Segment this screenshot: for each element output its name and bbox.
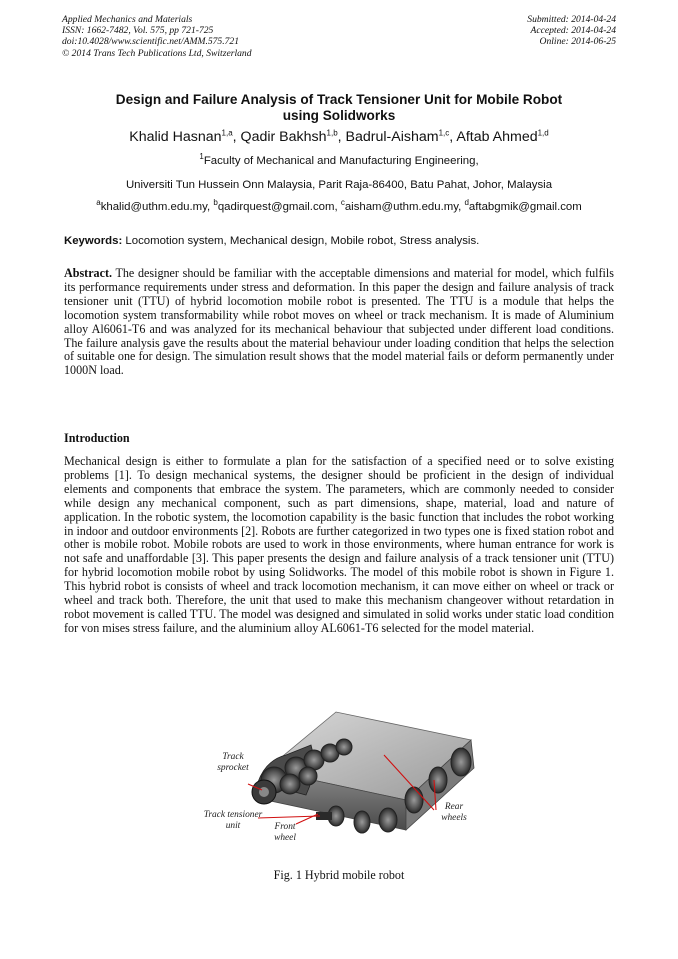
track-tensioner-label: Track tensioner unit [203, 810, 263, 831]
rear-wheels-label: Rear wheels [441, 802, 467, 823]
author-name: Badrul-Aisham [345, 129, 439, 145]
keywords [64, 234, 616, 248]
journal-header [62, 14, 252, 59]
abstract-text: The designer should be familiar with the acceptable dimensions and material for model, which fulfils its performance requirements under stress and deformation. In this paper the design and failure analysis of track tensioner unit (TTU) of hybrid locomotion mobile robot is presented. The TTU is a module that helps the locomotion system transformability while robot moves on wheel or track mechanism. It is made of Aluminium alloy Al6061-T6 and was analyzed for its mechanical behaviour that subjected under different load conditions. The failure analysis gave the results about the material behaviour under loading condition that helps the selection of suitable one for design. The simulation result shows that the model material fails or deform permanently under 1000N load. [64, 266, 614, 378]
track-sprocket-label: Track sprocket [217, 752, 249, 773]
author-name: Aftab Ahmed [456, 129, 538, 145]
email-list: $^a$khalid@uthm.edu.my, $^b$qadirquest@gmail.com, $^c$aisham@uthm.edu.my, $^d$aftabgmik@gmail.com [96, 198, 582, 213]
dates-header [527, 14, 616, 48]
author-name: Qadir Bakhsh [240, 129, 327, 145]
author-list: Khalid Hasnan$^{1,a}$, Qadir Bakhsh$^{1,b}$, Badrul-Aisham$^{1,c}$, Aftab Ahmed$^{1,d}$ [129, 128, 549, 145]
submitted-date: Submitted: 2014-04-24 [527, 14, 616, 25]
abstract [64, 267, 614, 378]
email-link[interactable]: aftabgmik@gmail.com [468, 201, 582, 213]
keywords-label: Keywords: [64, 235, 123, 247]
doi-link[interactable]: doi:10.4028/www.scientific.net/AMM.575.721 [62, 36, 240, 48]
copyright-line: © 2014 Trans Tech Publications Ltd, Switzerland [62, 47, 252, 59]
email-link[interactable]: aisham@uthm.edu.my [344, 201, 459, 213]
introduction-text: Mechanical design is either to formulate a plan for the satisfaction of a specified need or to solve existing problems [1]. To design mechanical systems, the designer should be proficient in the design of individual elements and components that embrace the system. The parameters, which are commonly needed to consider while design any mechanical component, such as part dimensions, shape, material, load and nature of application. In the robotic system, the locomotion capability is the basic function that includes the robot working in indoor and outdoor environments [2]. Robots are further categorized in two types one is fixed station robot and other is mobile robot. Mobile robots are used to work in those environments, where human entrance for work is not safe and unaffordable [3]. This paper presents the design and failure analysis of a track tensioner unit (TTU) for hybrid locomotion mobile robot by using Solidworks. The model of this mobile robot is shown in Figure 1. This hybrid robot is consists of wheel and track locomotion mechanism, it can move either on wheel or track or wheel and track both. Therefore, the unit that used to make this mechanism changeover without retardation in robot movement is called TTU. The model was designed and simulated in solid works under static load condition for von mises stress failure, and the aluminium alloy AL6061-T6 selected for the model material. [64, 454, 614, 635]
affiliation-line-1: $^1$Faculty of Mechanical and Manufacturing Engineering, [199, 152, 479, 167]
robot-figure [203, 700, 486, 858]
abstract-label: Abstract. [64, 266, 113, 280]
keywords-text: Locomotion system, Mechanical design, Mobile robot, Stress analysis. [125, 235, 480, 247]
front-wheel-label: Front wheel [274, 822, 296, 843]
email-link[interactable]: qadirquest@gmail.com [217, 201, 335, 213]
issn-line: ISSN: 1662-7482, Vol. 575, pp 721-725 [62, 25, 214, 37]
email-link[interactable]: khalid@uthm.edu.my [100, 201, 208, 213]
online-date: Online: 2014-06-25 [539, 36, 616, 48]
paper-title: Design and Failure Analysis of Track Tensioner Unit for Mobile Robot using Solidworks [115, 92, 563, 123]
accepted-date: Accepted: 2014-04-24 [530, 25, 616, 37]
affiliation-line-2: Universiti Tun Hussein Onn Malaysia, Parit Raja-86400, Batu Pahat, Johor, Malaysia [125, 179, 553, 191]
robot-illustration [206, 700, 486, 858]
author-name: Khalid Hasnan [129, 129, 222, 145]
journal-name: Applied Mechanics and Materials [62, 14, 193, 25]
figure-caption: Fig. 1 Hybrid mobile robot [273, 868, 405, 882]
section-heading-introduction: Introduction [64, 431, 130, 445]
